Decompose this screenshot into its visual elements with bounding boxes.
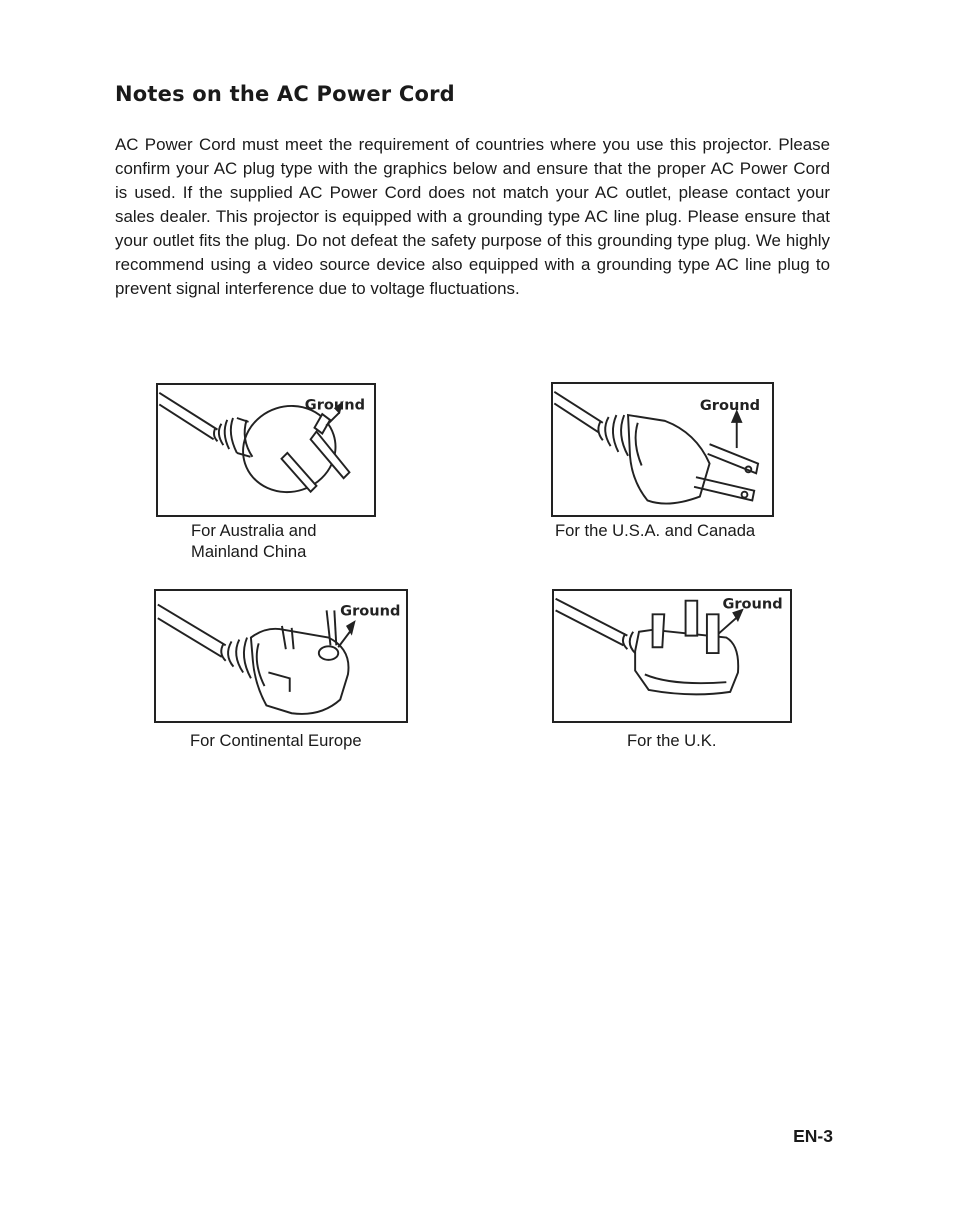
australia-plug-illustration [158, 385, 374, 515]
ground-label: Ground [304, 396, 366, 414]
uk-plug-figure [552, 589, 792, 723]
page-number: EN-3 [793, 1126, 833, 1146]
usa-plug-illustration [553, 384, 772, 515]
section-title: Notes on the AC Power Cord [115, 82, 455, 106]
europe-plug-illustration [156, 591, 406, 721]
body-paragraph: AC Power Cord must meet the requirement of countries where you use this projector. Please confirm your AC plug type with the graphics below and ensure that the proper AC Power Cord is used. If the supplied AC Power Cord does not match your AC outlet, please contact your sales dealer. This projector is equipped with a grounding type AC line plug. Please ensure that your outlet fits the plug. Do not defeat the safety purpose of this grounding type plug. We highly recommend using a video source device also equipped with a grounding type AC line plug to prevent signal interference due to voltage fluctuations. [115, 135, 830, 298]
europe-plug-figure [154, 589, 408, 723]
ground-label: Ground [722, 595, 783, 613]
caption-australia [191, 520, 316, 562]
uk-plug-illustration [554, 591, 790, 721]
caption-australia-line2: Mainland China [191, 542, 307, 561]
caption-australia-line1: For Australia and [191, 521, 317, 540]
caption-uk: For the U.K. [627, 731, 717, 750]
caption-usa: For the U.S.A. and Canada [555, 521, 756, 540]
ground-label: Ground [699, 397, 761, 415]
australia-plug-figure [156, 383, 376, 517]
usa-plug-figure [551, 382, 774, 517]
caption-europe: For Continental Europe [190, 731, 362, 750]
ground-label: Ground [340, 602, 401, 620]
